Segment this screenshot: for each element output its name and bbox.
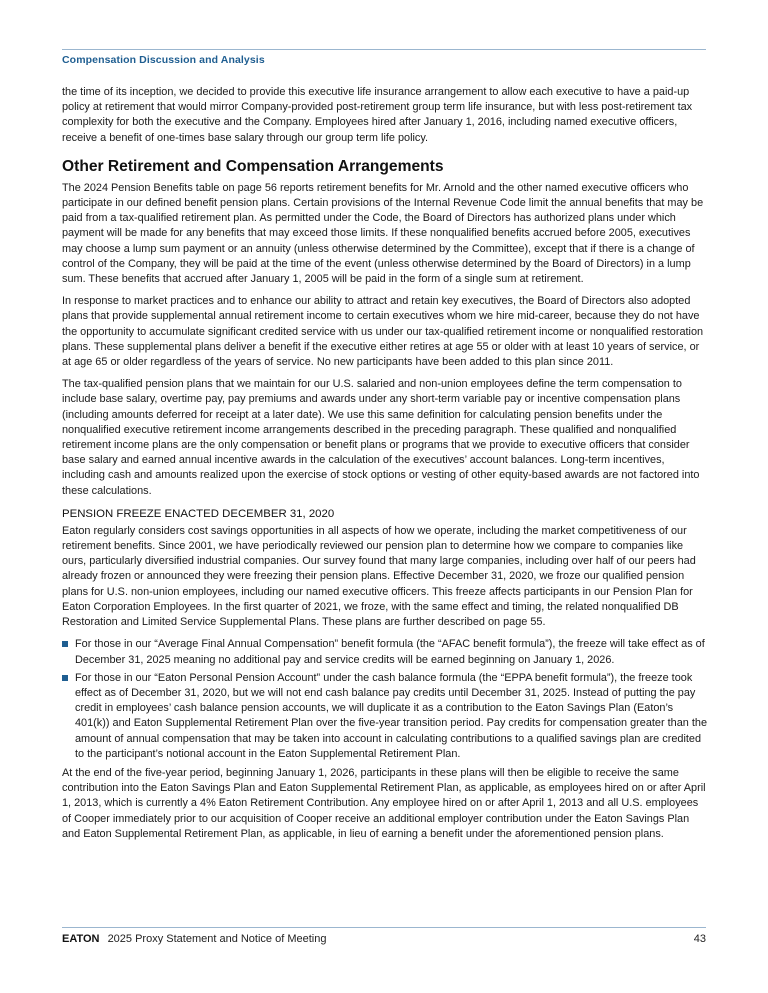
list-item [62, 671, 709, 762]
brand-logo-text: EATON [62, 933, 100, 945]
footer-divider [62, 927, 706, 928]
body-paragraph: The 2024 Pension Benefits table on page 56 reports retirement benefits for Mr. Arnold and the other named executive officers who participate in our defined benefit pension plans. Certain provisions of the Internal Revenue Code limit the annual benefits that may be paid from a tax-qualified retirement plan. As permitted under the Code, the Board of Directors has authorized plans under which payment will be made for any benefits that may exceed those limits. If these nonqualified benefits accrued before 2005, executives may choose a lump sum payment or an annuity (unless otherwise determined by the Committee), except that if there is a change of control of the Company, they will be paid at the time of the event (unless otherwise determined by the Board of Directors) in a lump sum. These benefits that accrued after January 1, 2005 will be paid in the form of a single sum at retirement. [62, 181, 704, 286]
page-content [62, 85, 709, 849]
section-label: Compensation Discussion and Analysis [62, 54, 265, 66]
square-bullet-icon [62, 675, 68, 681]
body-paragraph: The tax-qualified pension plans that we maintain for our U.S. salaried and non-union employees define the term compensation to include base salary, overtime pay, pay premiums and awards under any short-term variable pay or incentive compensation plans (including amounts deferred for receipt at a later date). We use this same definition for calculating pension benefits under the nonqualified executive retirement income arrangements described in the preceding paragraph. These qualified and nonqualified retirement income plans are the only compensation or benefit plans or programs that we provide to executive officers that consider base salary and earned annual incentive awards in the calculation of the executives’ account balances. Long-term incentives, including cash and amounts realized upon the exercise of stock options or vesting of other equity-based awards are not factored into these calculations. [62, 378, 700, 497]
body-paragraph: In response to market practices and to enhance our ability to attract and retain key executives, the Board of Directors also adopted plans that provide supplemental annual retirement income to certain executives whom we hire mid-career, because they do not have the opportunity to accumulate significant credited service with us under our tax-qualified retirement income or nonqualified restoration plans. These supplemental plans deliver a benefit if the executive either retires at age 55 or older with at least 10 years of service, or at age 65 or older regardless of the years of service. No new participants have been added to this plan since 2011. [62, 295, 704, 369]
document-title: 2025 Proxy Statement and Notice of Meeting [107, 933, 327, 945]
section-heading: Other Retirement and Compensation Arrangements [62, 157, 444, 175]
list-item-text: For those in our “Average Final Annual Compensation” benefit formula (the “AFAC benefit formula”), the freeze will take effect as of December 31, 2025 meaning no additional pay and service credits will be earned beginning on January 1, 2026. [75, 638, 705, 666]
bullet-list [62, 637, 709, 762]
list-item [62, 637, 709, 667]
subsection-heading: PENSION FREEZE ENACTED DECEMBER 31, 2020 [62, 507, 335, 520]
intro-paragraph: the time of its inception, we decided to provide this executive life insurance arrangement to allow each executive to have a paid-up policy at retirement that would mirror Company-provided post-retirement group term life insurance, but with less post-retirement tax complexity for both the executive and the Company. Employees hired after January 1, 2016, including named executive officers, receive a benefit of one-times base salary through our group term life policy. [62, 86, 693, 144]
square-bullet-icon [62, 641, 68, 647]
body-paragraph: At the end of the five-year period, beginning January 1, 2026, participants in these plans will then be eligible to receive the same contribution into the Eaton Savings Plan and Eaton Supplemental Retirement Plan, as applicable, as employees hired on or after April 1, 2013, which is currently a 4% Eaton Retirement Contribution. Any employee hired on or after April 1, 2013 and all U.S. employees of Cooper immediately prior to our acquisition of Cooper receive an additional employer contribution under the Eaton Savings Plan and Eaton Supplemental Retirement Plan, as applicable, in lieu of earning a benefit under the aforementioned pension plans. [62, 766, 706, 840]
header-divider [62, 49, 706, 50]
body-paragraph: Eaton regularly considers cost savings opportunities in all aspects of how we operate, including the market competitiveness of our retirement benefits. Since 2001, we have periodically reviewed our pension plan to determine how we compare to companies like ours, particularly diversified industrial companies. Our survey found that many large companies, including over half of our peers had already frozen or announced they were freezing their pension plans. Effective December 31, 2020, we froze our qualified pension plans for U.S. non-union employees, including our named executive officers. This freeze affects participants in our Pension Plan for Eaton Corporation Employees. In the first quarter of 2021, we froze, with the same effect and timing, the related nonqualified DB Restoration and Limited Service Supplemental Plans. These plans are further described on page 55. [62, 524, 696, 629]
list-item-text: For those in our “Eaton Personal Pension Account” under the cash balance formula (the “EPPA benefit formula”), the freeze took effect as of December 31, 2020, but we will not end cash balance pay credits until December 31, 2025. Instead of putting the pay credit in employees’ cash balance pension accounts, we will duplicate it as a contribution to the Eaton Savings Plan (Eaton’s 401(k)) and Eaton Supplemental Retirement Plan over the five-year transition period. Pay credits for compensation greater than the amount of annual compensation that may be taken into account in calculating contributions to a qualified savings plan are credited to the participant’s notional account in the Eaton Supplemental Retirement Plan. [75, 671, 707, 760]
page-number: 43 [693, 933, 706, 945]
footer [62, 933, 706, 945]
